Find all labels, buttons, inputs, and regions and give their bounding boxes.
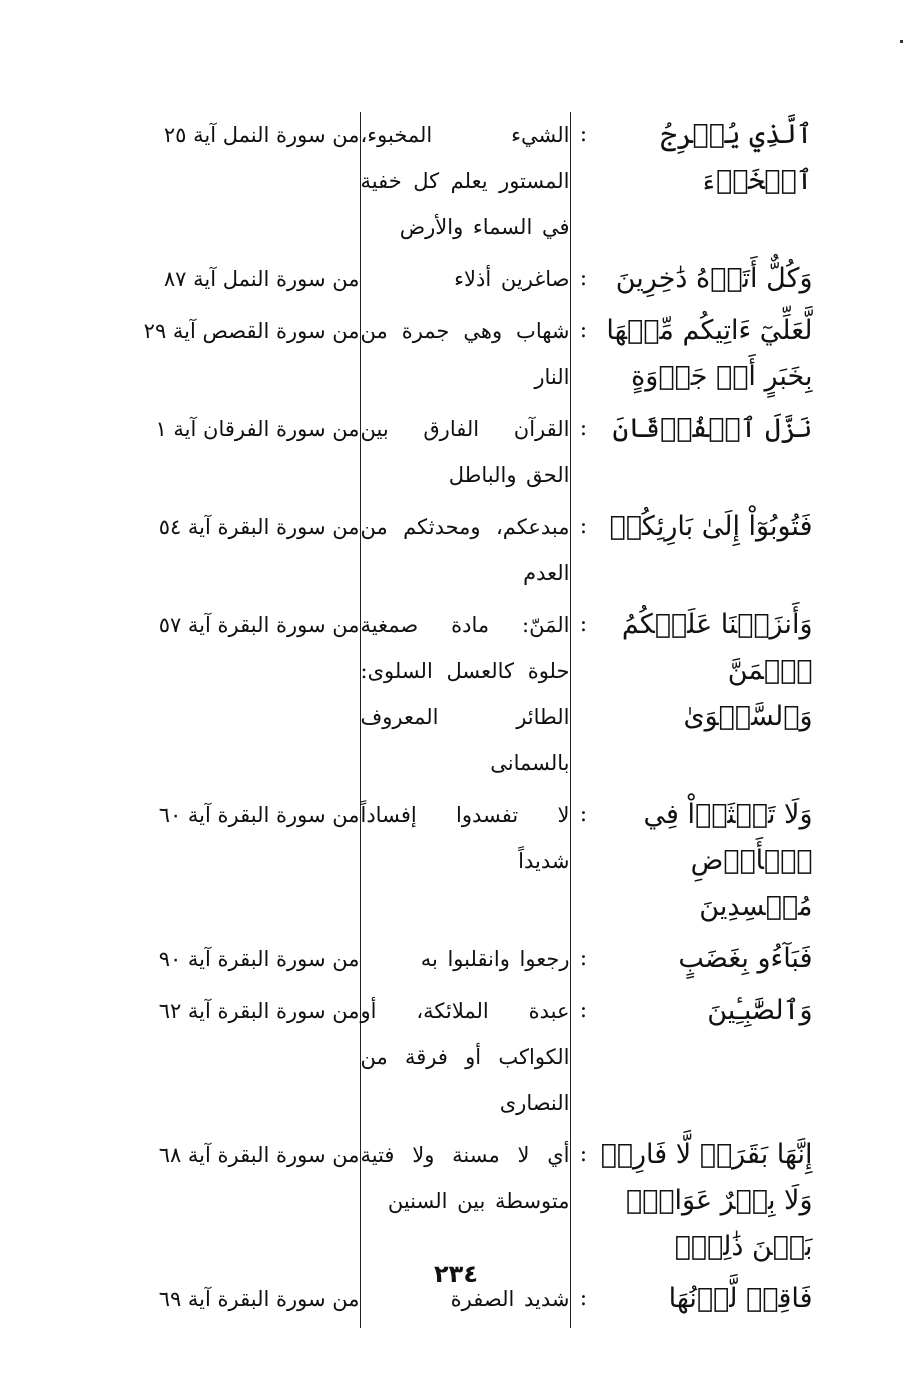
page-number: ٢٣٤: [434, 1260, 478, 1288]
term-meaning: أي لا مسنة ولا فتية متوسطة بين السنين: [360, 1132, 570, 1276]
term-meaning: القرآن الفارق بين الحق والباطل: [360, 406, 570, 504]
surah-reference: من سورة البقرة آية ٥٤: [158, 515, 360, 539]
term-meaning: شهاب وهي جمرة من النار: [360, 308, 570, 406]
glossary-table: [80, 112, 813, 1328]
term-meaning: المَنّ: مادة صمغية حلوة كالعسل السلوى: الطائر المعروف بالسمانى: [360, 602, 570, 792]
surah-reference: من سورة البقرة آية ٦٠: [158, 803, 360, 827]
separator-colon: :: [579, 122, 588, 147]
term-meaning: شديد الصفرة: [360, 1276, 570, 1328]
glossary-row: [80, 792, 813, 936]
quranic-term: وَلَا تَعۡثَوۡاْ فِي ٱلۡأَرۡضِ مُفۡسِدِينَ: [643, 799, 813, 922]
surah-reference: من سورة البقرة آية ٩٠: [158, 947, 360, 971]
separator-colon: :: [579, 1142, 588, 1167]
surah-reference: من سورة البقرة آية ٦٩: [158, 1287, 360, 1311]
glossary-row: [80, 112, 813, 256]
quranic-term: إِنَّهَا بَقَرَةٞ لَّا فَارِضٞ وَلَا بِكۡرٌ عَوَانُۢ بَيۡنَ ذَٰلِكَۖ: [600, 1139, 813, 1262]
separator-colon: :: [579, 416, 588, 441]
term-meaning: رجعوا وانقلبوا به: [360, 936, 570, 988]
separator-colon: :: [579, 946, 588, 971]
glossary-row: [80, 936, 813, 988]
separator-colon: :: [579, 802, 588, 827]
quranic-term: فَاقِعٞ لَّوۡنُهَا: [668, 1283, 813, 1314]
scan-speck: [900, 40, 903, 43]
term-meaning: عبدة الملائكة، أو الكواكب أو فرقة من النصارى: [360, 988, 570, 1132]
surah-reference: من سورة القصص آية ٢٩: [143, 319, 360, 343]
quranic-term: ٱلَّذِي يُخۡرِجُ ٱلۡخَبۡءَ: [660, 119, 813, 196]
glossary-row: [80, 406, 813, 504]
glossary-row: [80, 602, 813, 792]
separator-colon: :: [579, 998, 588, 1023]
separator-colon: :: [579, 266, 588, 291]
glossary-row: [80, 308, 813, 406]
quranic-term: وَكُلٌّ أَتَوۡهُ دَٰخِرِينَ: [615, 263, 813, 294]
surah-reference: من سورة النمل آية ٨٧: [163, 267, 360, 291]
term-meaning: مبدعكم، ومحدثكم من العدم: [360, 504, 570, 602]
term-meaning: الشيء المخبوء، المستور يعلم كل خفية في السماء والأرض: [360, 112, 570, 256]
quranic-term: فَبَآءُو بِغَضَبٍ: [678, 943, 813, 974]
quranic-term: نَزَّلَ ٱلۡفُرۡقَانَ: [612, 413, 813, 444]
glossary-row: [80, 504, 813, 602]
glossary-row: [80, 1132, 813, 1276]
surah-reference: من سورة النمل آية ٢٥: [163, 123, 360, 147]
surah-reference: من سورة البقرة آية ٥٧: [158, 613, 360, 637]
quranic-term: وَأَنزَلۡنَا عَلَيۡكُمُ ٱلۡمَنَّ وَٱلسَّلۡوَىٰ: [621, 609, 813, 732]
term-meaning: لا تفسدوا إفساداً شديداً: [360, 792, 570, 936]
separator-colon: :: [579, 318, 588, 343]
term-meaning: صاغرين أذلاء: [360, 256, 570, 308]
quranic-term: وَٱلصَّٰبِـِٔينَ: [707, 995, 813, 1026]
surah-reference: من سورة البقرة آية ٦٢: [158, 999, 360, 1023]
quranic-term: لَّعَلِّيٓ ءَاتِيكُم مِّنۡهَا بِخَبَرٍ أَوۡ جَذۡوَةٍ: [606, 315, 813, 392]
surah-reference: من سورة البقرة آية ٦٨: [158, 1143, 360, 1167]
surah-reference: من سورة الفرقان آية ١: [155, 417, 360, 441]
glossary-rows: [80, 112, 813, 1328]
separator-colon: :: [579, 514, 588, 539]
glossary-row: [80, 988, 813, 1132]
quranic-term: فَتُوبُوٓاْ إِلَىٰ بَارِئِكُمۡ: [609, 511, 813, 542]
separator-colon: :: [579, 1286, 588, 1311]
glossary-row: [80, 256, 813, 308]
separator-colon: :: [579, 612, 588, 637]
